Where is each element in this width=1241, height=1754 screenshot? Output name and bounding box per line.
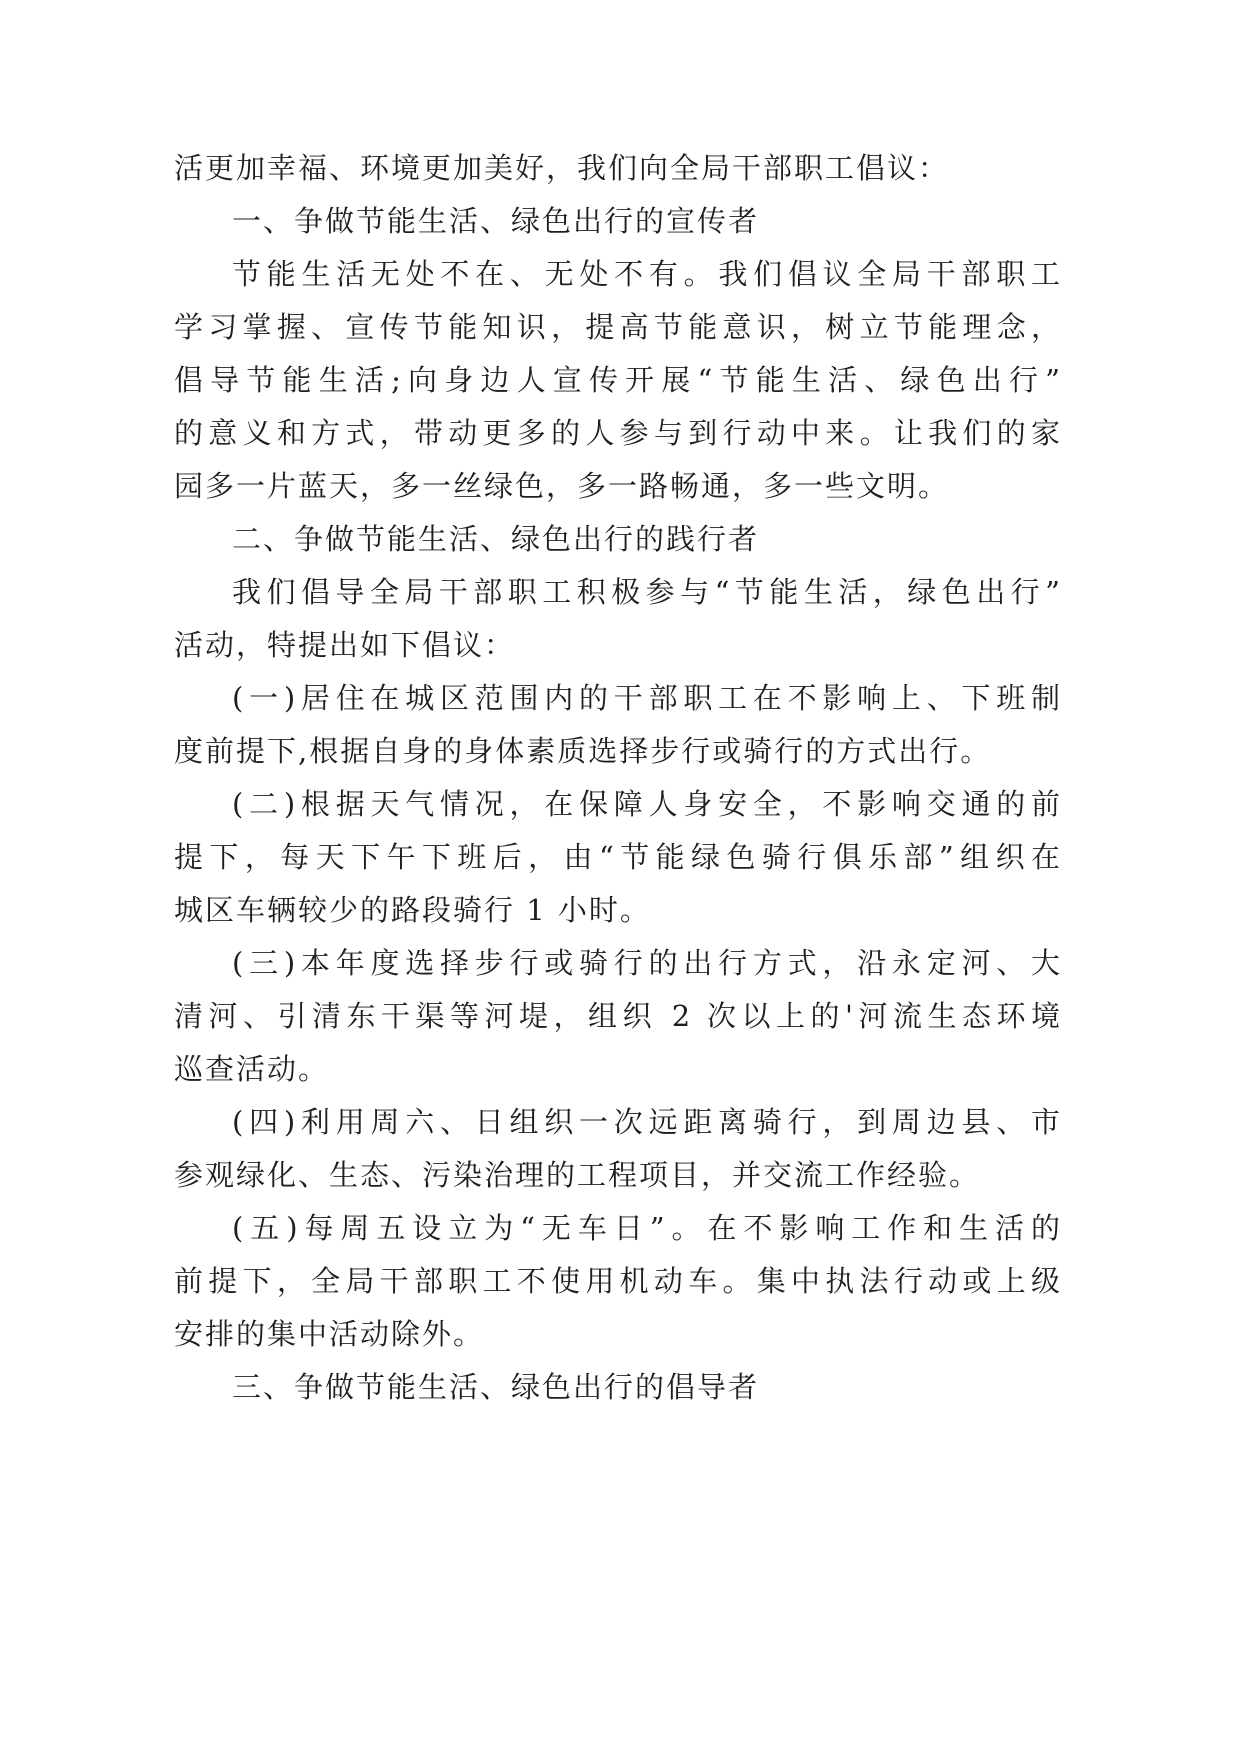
text-line: 城区车辆较少的路段骑行 1 小时。 [174,893,651,927]
document-body [174,142,1062,1414]
list-item-2 [174,778,1062,937]
heading-text: 二、争做节能生活、绿色出行的践行者 [232,522,760,556]
text-line: 我们倡导全局干部职工积极参与“节能生活，绿色出行” [232,575,1062,609]
text-line: 园多一片蓝天，多一丝绿色，多一路畅通，多一些文明。 [174,469,950,503]
text-line: 参观绿化、生态、污染治理的工程项目，并交流工作经验。 [174,1158,981,1192]
section-heading-1 [174,195,1062,248]
text-line: 前提下，全局干部职工不使用机动车。集中执法行动或上级 [174,1264,1062,1298]
text-line: 巡查活动。 [174,1052,330,1086]
text-line: (五)每周五设立为“无车日”。在不影响工作和生活的 [232,1211,1062,1245]
list-item-3 [174,937,1062,1096]
paragraph-continuation [174,142,1062,195]
text-line: 节能生活无处不在、无处不有。我们倡议全局干部职工 [232,257,1062,291]
list-item-1 [174,672,1062,778]
text-line: (三)本年度选择步行或骑行的出行方式，沿永定河、大 [232,946,1062,980]
section-heading-2 [174,513,1062,566]
text-line: (一)居住在城区范围内的干部职工在不影响上、下班制 [232,681,1062,715]
heading-text: 一、争做节能生活、绿色出行的宣传者 [232,204,760,238]
section-heading-3 [174,1361,1062,1414]
text-line: 清河、引清东干渠等河堤，组织 2 次以上的'河流生态环境 [174,999,1062,1033]
heading-text: 三、争做节能生活、绿色出行的倡导者 [232,1370,760,1404]
paragraph-2 [174,566,1062,672]
text-line: (二)根据天气情况，在保障人身安全，不影响交通的前 [232,787,1062,821]
text-line: 的意义和方式，带动更多的人参与到行动中来。让我们的家 [174,416,1062,450]
text-line: 安排的集中活动除外。 [174,1317,485,1351]
paragraph-1 [174,248,1062,513]
text-line: (四)利用周六、日组织一次远距离骑行，到周边县、市 [232,1105,1062,1139]
text-line: 活动，特提出如下倡议： [174,628,516,662]
text-line: 倡导节能生活;向身边人宣传开展“节能生活、绿色出行” [174,363,1062,397]
list-item-4 [174,1096,1062,1202]
text-line: 提下，每天下午下班后，由“节能绿色骑行俱乐部”组织在 [174,840,1062,874]
text-line: 活更加幸福、环境更加美好，我们向全局干部职工倡议： [174,151,950,185]
text-line: 度前提下,根据自身的身体素质选择步行或骑行的方式出行。 [174,734,992,768]
text-line: 学习掌握、宣传节能知识，提高节能意识，树立节能理念， [174,310,1062,344]
list-item-5 [174,1202,1062,1361]
